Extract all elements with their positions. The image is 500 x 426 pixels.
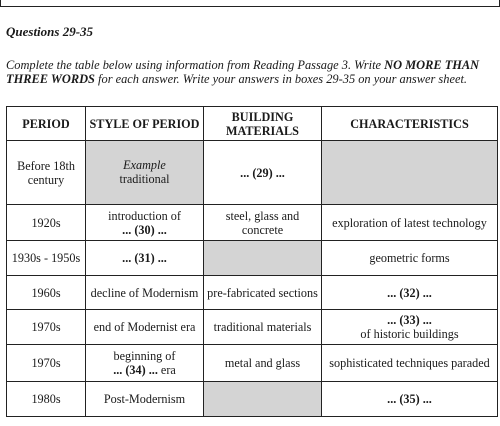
characteristics-cell: geometric forms xyxy=(322,241,498,276)
characteristics-cell-empty xyxy=(322,141,498,205)
instructions-part1: Complete the table below using information from Reading Passage 3. Write xyxy=(6,58,385,72)
table-row xyxy=(7,241,498,276)
period-cell: 1970s xyxy=(7,345,86,382)
header-style: STYLE OF PERIOD xyxy=(86,107,204,141)
style-cell: decline of Modernism xyxy=(86,276,204,310)
answer-gap-35[interactable]: ... (35) ... xyxy=(387,392,432,406)
example-label: Example xyxy=(123,158,166,172)
table-header-row xyxy=(7,107,498,141)
table-row xyxy=(7,310,498,345)
style-cell: Post-Modernism xyxy=(86,382,204,417)
characteristics-cell xyxy=(322,310,498,345)
materials-cell: traditional materials xyxy=(204,310,322,345)
materials-cell: steel, glass and concrete xyxy=(204,205,322,241)
page-top-border xyxy=(0,0,500,7)
period-cell: 1980s xyxy=(7,382,86,417)
characteristics-cell: sophisticated techniques paraded xyxy=(322,345,498,382)
header-characteristics: CHARACTERISTICS xyxy=(322,107,498,141)
table-row xyxy=(7,382,498,417)
period-cell: Before 18th century xyxy=(7,141,86,205)
style-cell-example xyxy=(86,141,204,205)
materials-cell xyxy=(204,141,322,205)
characteristics-cell xyxy=(322,276,498,310)
materials-cell-empty xyxy=(204,382,322,417)
table-row xyxy=(7,345,498,382)
style-cell xyxy=(86,345,204,382)
answer-gap-30[interactable]: ... (30) ... xyxy=(122,222,167,237)
table-row xyxy=(7,276,498,310)
table-row-example xyxy=(7,141,498,205)
answer-gap-31[interactable]: ... (31) ... xyxy=(122,251,167,265)
instructions-text xyxy=(6,58,498,86)
style-text-suffix: era xyxy=(157,363,176,377)
answer-gap-29[interactable]: ... (29) ... xyxy=(240,165,285,180)
questions-heading: Questions 29-35 xyxy=(6,24,94,39)
answer-gap-33[interactable]: ... (33) ... xyxy=(387,313,432,327)
period-cell: 1970s xyxy=(7,310,86,345)
style-cell xyxy=(86,241,204,276)
style-cell: end of Modernist era xyxy=(86,310,204,345)
header-materials: BUILDING MATERIALS xyxy=(204,107,322,141)
characteristics-cell: exploration of latest technology xyxy=(322,205,498,241)
answer-gap-32[interactable]: ... (32) ... xyxy=(387,285,432,300)
example-answer: traditional xyxy=(119,172,170,186)
period-cell: 1960s xyxy=(7,276,86,310)
materials-cell: pre-fabricated sections xyxy=(204,276,322,310)
characteristics-text: of historic buildings xyxy=(360,327,459,341)
style-cell xyxy=(86,205,204,241)
period-cell: 1920s xyxy=(7,205,86,241)
style-text: beginning of xyxy=(113,349,176,363)
instructions-part2: for each answer. Write your answers in boxes 29-35 on your answer sheet. xyxy=(94,72,467,86)
materials-cell: metal and glass xyxy=(204,345,322,382)
characteristics-cell xyxy=(322,382,498,417)
answer-gap-34[interactable]: ... (34) ... xyxy=(113,363,158,377)
table-row xyxy=(7,205,498,241)
completion-table xyxy=(6,106,498,417)
instructions-word-limit: NO MORE THAN THREE WORDS xyxy=(6,58,480,86)
materials-cell-empty xyxy=(204,241,322,276)
period-cell: 1930s - 1950s xyxy=(7,241,86,276)
header-period: PERIOD xyxy=(7,107,86,141)
style-text: introduction of xyxy=(108,208,181,223)
